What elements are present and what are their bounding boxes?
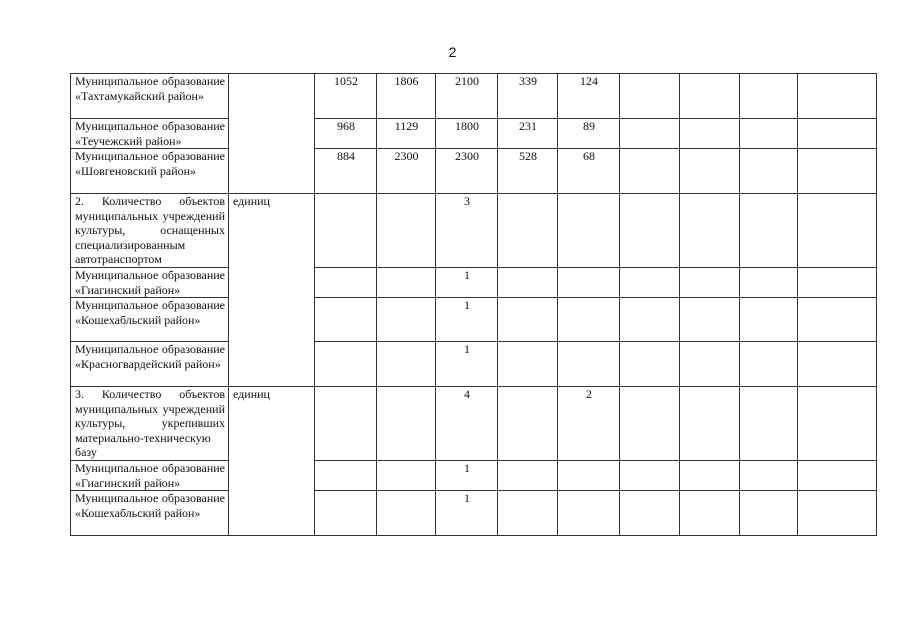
table-row bbox=[71, 461, 877, 491]
value-cell bbox=[620, 387, 680, 461]
indicator-name-cell: 2. Количество объектов муниципальных учреждений культуры, оснащенных специализированным автотранспортом bbox=[71, 194, 229, 268]
value-cell bbox=[740, 149, 798, 194]
value-cell bbox=[798, 491, 877, 536]
value-cell bbox=[680, 149, 740, 194]
value-cell bbox=[377, 387, 436, 461]
value-cell bbox=[315, 342, 377, 387]
value-cell bbox=[377, 491, 436, 536]
indicator-name-cell: Муниципальное образование «Тахтамукайский район» bbox=[71, 74, 229, 119]
value-cell: 2300 bbox=[377, 149, 436, 194]
value-cell bbox=[798, 268, 877, 298]
value-cell bbox=[498, 461, 558, 491]
value-cell bbox=[740, 298, 798, 342]
value-cell bbox=[740, 461, 798, 491]
indicator-name-cell: Муниципальное образование «Гиагинский район» bbox=[71, 461, 229, 491]
value-cell bbox=[620, 342, 680, 387]
value-cell bbox=[680, 387, 740, 461]
indicator-name-cell: Муниципальное образование «Гиагинский район» bbox=[71, 268, 229, 298]
value-cell: 1 bbox=[436, 461, 498, 491]
value-cell bbox=[377, 298, 436, 342]
value-cell bbox=[740, 74, 798, 119]
indicator-name-cell: Муниципальное образование «Шовгеновский район» bbox=[71, 149, 229, 194]
value-cell bbox=[377, 461, 436, 491]
value-cell bbox=[680, 342, 740, 387]
indicator-name-cell: Муниципальное образование «Кошехабльский район» bbox=[71, 491, 229, 536]
value-cell bbox=[558, 491, 620, 536]
value-cell: 231 bbox=[498, 119, 558, 149]
value-cell bbox=[558, 298, 620, 342]
value-cell bbox=[740, 194, 798, 268]
value-cell: 1129 bbox=[377, 119, 436, 149]
value-cell bbox=[620, 491, 680, 536]
value-cell bbox=[315, 268, 377, 298]
table-row bbox=[71, 194, 877, 268]
value-cell: 528 bbox=[498, 149, 558, 194]
value-cell bbox=[680, 119, 740, 149]
value-cell bbox=[740, 342, 798, 387]
value-cell bbox=[377, 268, 436, 298]
value-cell bbox=[558, 461, 620, 491]
value-cell: 89 bbox=[558, 119, 620, 149]
value-cell bbox=[558, 268, 620, 298]
value-cell bbox=[798, 194, 877, 268]
value-cell bbox=[498, 298, 558, 342]
value-cell bbox=[680, 74, 740, 119]
value-cell: 4 bbox=[436, 387, 498, 461]
value-cell: 884 bbox=[315, 149, 377, 194]
indicator-name-cell: Муниципальное образование «Кошехабльский район» bbox=[71, 298, 229, 342]
value-cell: 1 bbox=[436, 298, 498, 342]
indicator-name-cell: Муниципальное образование «Красногвардейский район» bbox=[71, 342, 229, 387]
value-cell bbox=[498, 387, 558, 461]
value-cell bbox=[620, 74, 680, 119]
table-row bbox=[71, 268, 877, 298]
value-cell bbox=[798, 74, 877, 119]
value-cell bbox=[798, 119, 877, 149]
value-cell bbox=[498, 342, 558, 387]
table-body bbox=[71, 74, 877, 536]
value-cell bbox=[680, 194, 740, 268]
value-cell: 124 bbox=[558, 74, 620, 119]
value-cell bbox=[558, 342, 620, 387]
value-cell bbox=[740, 387, 798, 461]
table-row bbox=[71, 387, 877, 461]
value-cell bbox=[620, 268, 680, 298]
value-cell bbox=[620, 149, 680, 194]
value-cell bbox=[315, 387, 377, 461]
table-row bbox=[71, 149, 877, 194]
table-row bbox=[71, 491, 877, 536]
value-cell bbox=[680, 298, 740, 342]
page-number: 2 bbox=[448, 44, 457, 60]
value-cell: 339 bbox=[498, 74, 558, 119]
value-cell: 1 bbox=[436, 342, 498, 387]
value-cell bbox=[377, 342, 436, 387]
unit-cell bbox=[229, 74, 315, 194]
table-row bbox=[71, 119, 877, 149]
value-cell: 2300 bbox=[436, 149, 498, 194]
value-cell bbox=[740, 119, 798, 149]
value-cell bbox=[680, 491, 740, 536]
value-cell bbox=[680, 268, 740, 298]
indicator-name-cell: 3. Количество объектов муниципальных учреждений культуры, укрепивших материально-техническую базу bbox=[71, 387, 229, 461]
value-cell bbox=[620, 298, 680, 342]
value-cell: 968 bbox=[315, 119, 377, 149]
table-row bbox=[71, 342, 877, 387]
unit-cell: единиц bbox=[229, 194, 315, 387]
value-cell bbox=[740, 491, 798, 536]
value-cell: 2100 bbox=[436, 74, 498, 119]
value-cell bbox=[315, 194, 377, 268]
value-cell bbox=[498, 268, 558, 298]
value-cell: 1 bbox=[436, 268, 498, 298]
table-row bbox=[71, 298, 877, 342]
value-cell bbox=[798, 342, 877, 387]
value-cell: 1806 bbox=[377, 74, 436, 119]
indicator-name-cell: Муниципальное образование «Теучежский район» bbox=[71, 119, 229, 149]
value-cell: 3 bbox=[436, 194, 498, 268]
value-cell bbox=[377, 194, 436, 268]
value-cell: 1 bbox=[436, 491, 498, 536]
value-cell bbox=[740, 268, 798, 298]
value-cell bbox=[798, 298, 877, 342]
value-cell bbox=[798, 461, 877, 491]
value-cell: 2 bbox=[558, 387, 620, 461]
value-cell bbox=[315, 491, 377, 536]
value-cell: 1800 bbox=[436, 119, 498, 149]
value-cell bbox=[620, 194, 680, 268]
indicator-table bbox=[70, 73, 877, 536]
value-cell bbox=[798, 387, 877, 461]
value-cell bbox=[680, 461, 740, 491]
value-cell: 68 bbox=[558, 149, 620, 194]
value-cell: 1052 bbox=[315, 74, 377, 119]
value-cell bbox=[798, 149, 877, 194]
value-cell bbox=[498, 491, 558, 536]
value-cell bbox=[620, 461, 680, 491]
unit-cell: единиц bbox=[229, 387, 315, 536]
value-cell bbox=[498, 194, 558, 268]
value-cell bbox=[315, 461, 377, 491]
value-cell bbox=[315, 298, 377, 342]
value-cell bbox=[620, 119, 680, 149]
value-cell bbox=[558, 194, 620, 268]
table-row bbox=[71, 74, 877, 119]
